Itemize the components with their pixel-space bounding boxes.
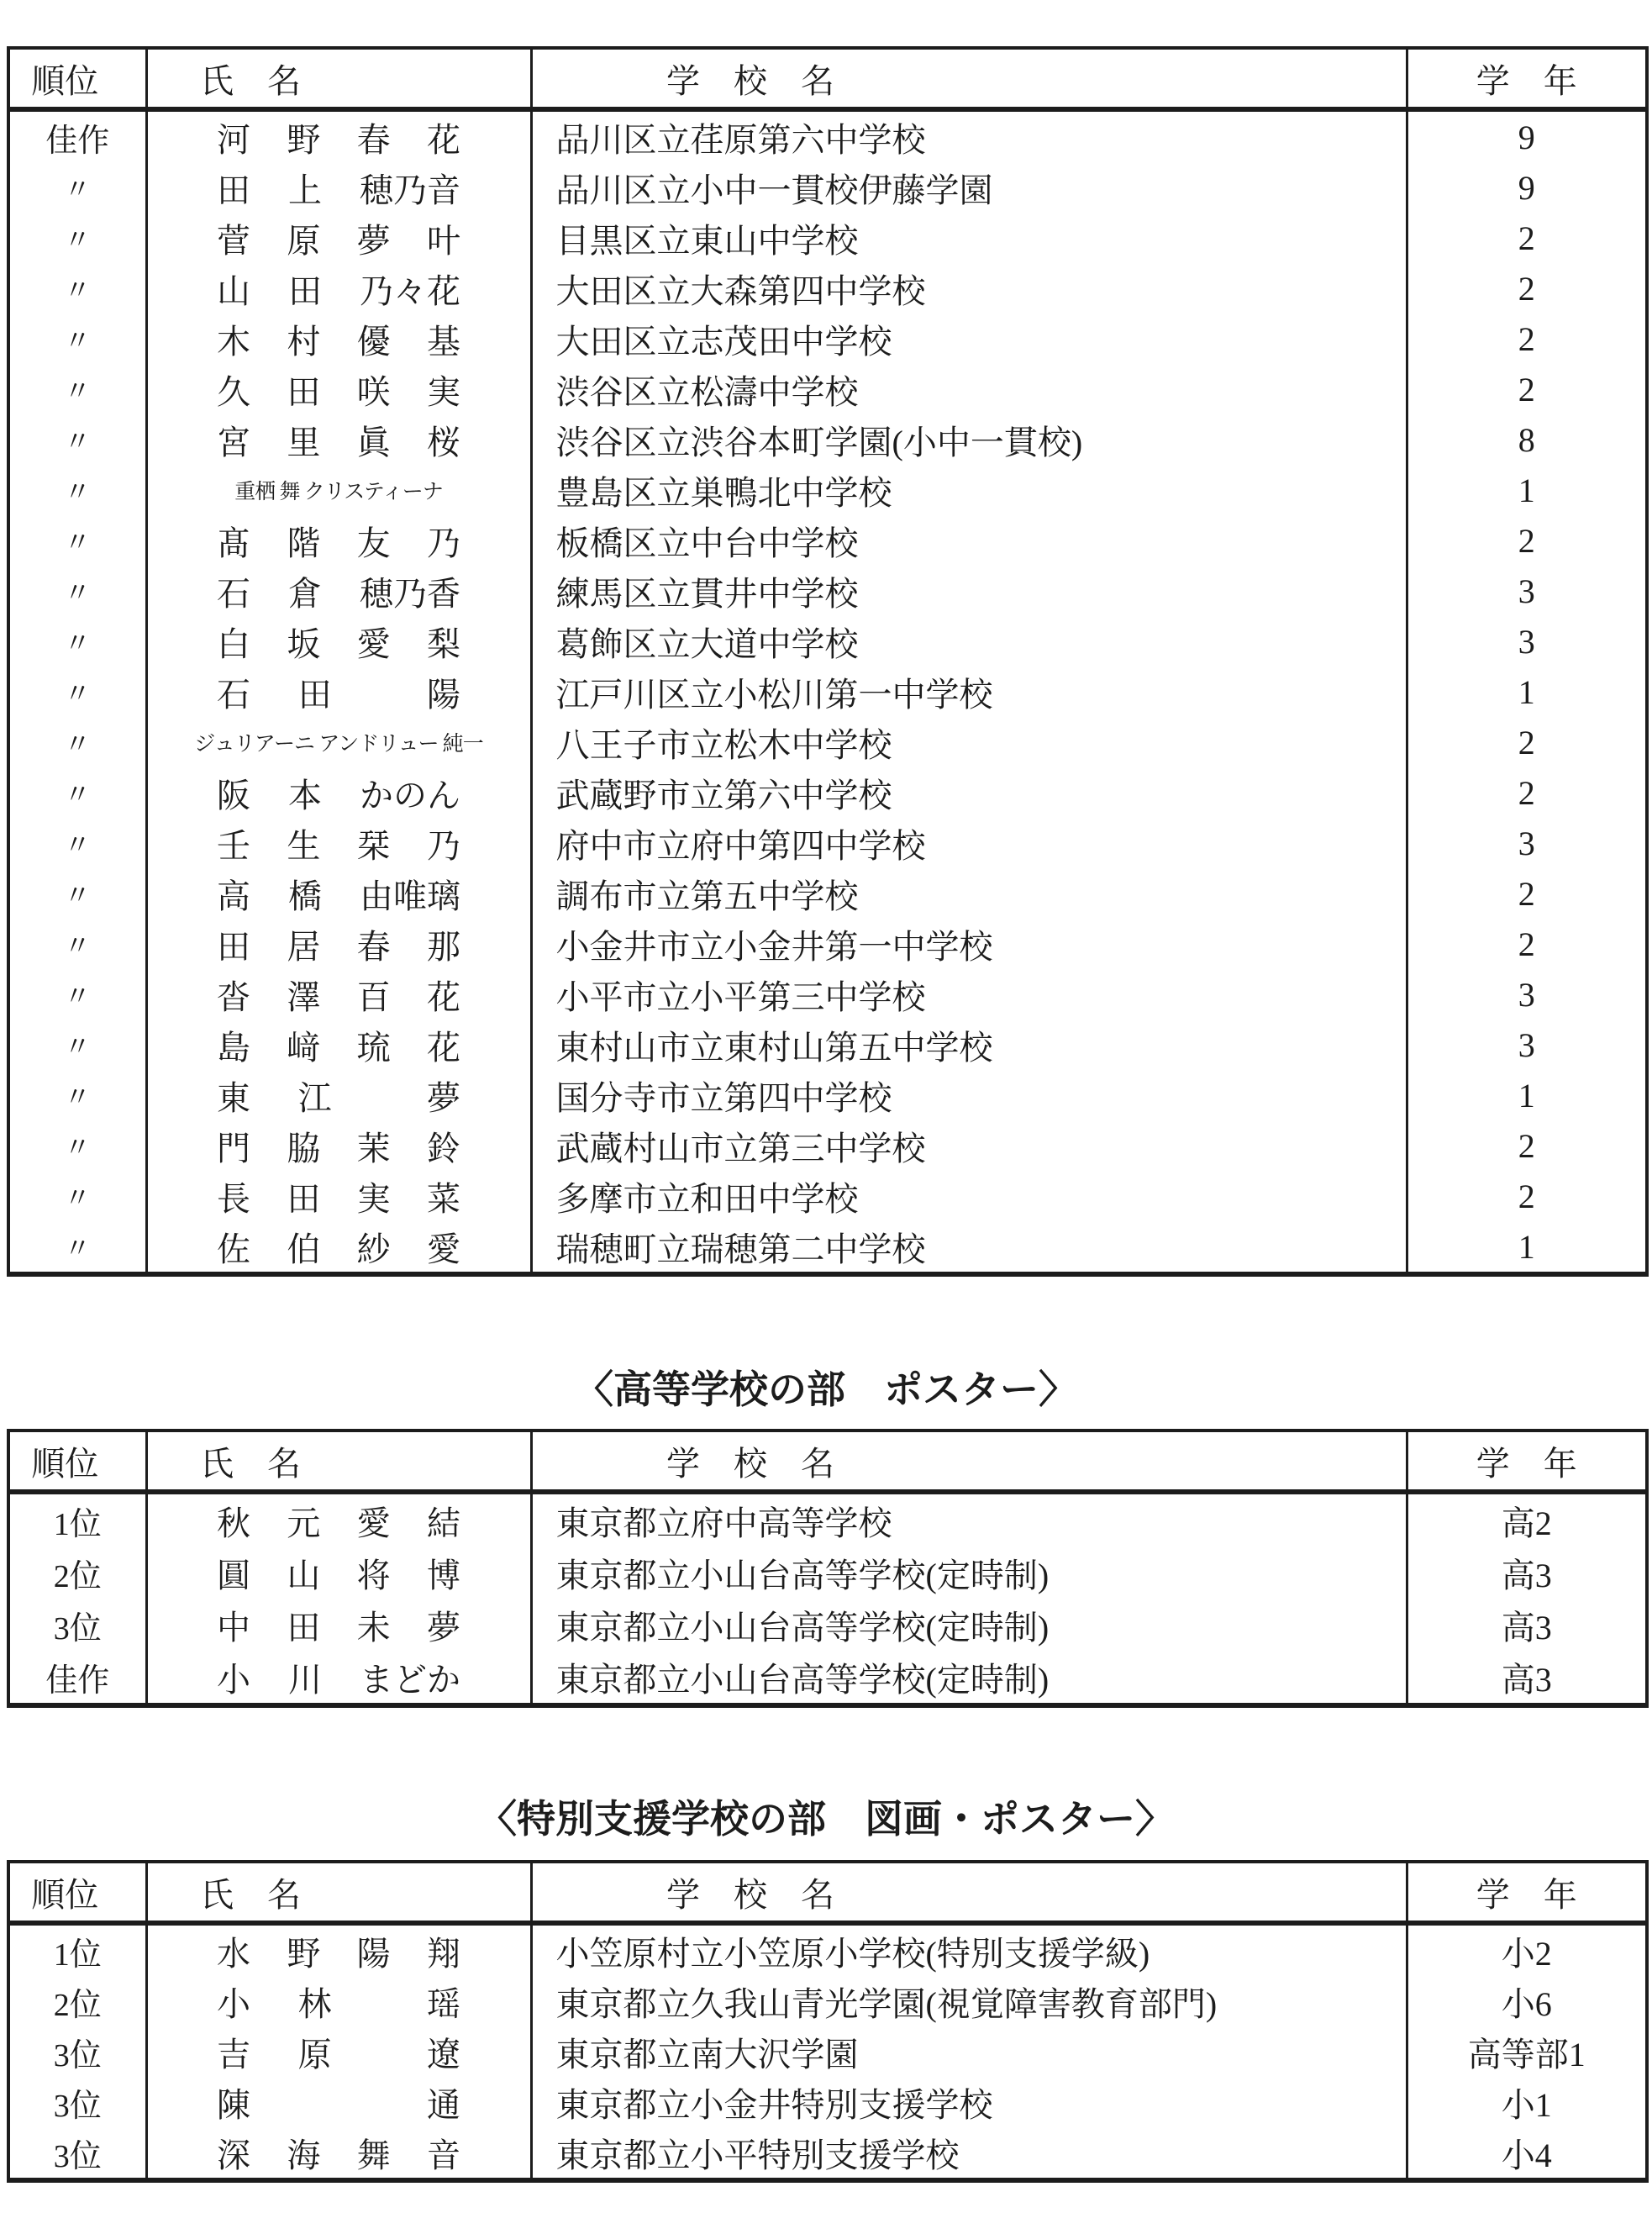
rank-value: 佳作 bbox=[8, 109, 146, 162]
student-name: 重栖 舞 クリスティーナ bbox=[234, 481, 443, 503]
table-row bbox=[8, 566, 1647, 616]
table-row bbox=[8, 515, 1647, 566]
grade-value: 小2 bbox=[1407, 1923, 1647, 1976]
school-name: 小笠原村立小笠原小学校(特別支援学級) bbox=[531, 1923, 1407, 1976]
student-name: 中 田 未 夢 bbox=[217, 1608, 460, 1647]
rank-value: 〃 bbox=[8, 364, 146, 414]
school-name: 東京都立小山台高等学校(定時制) bbox=[531, 1599, 1407, 1651]
grade-value: 2 bbox=[1407, 1171, 1647, 1221]
name-cell bbox=[146, 1120, 531, 1171]
rank-value: 〃 bbox=[8, 1171, 146, 1221]
rank-value: 3位 bbox=[8, 2127, 146, 2180]
school-name: 東村山市立東村山第五中学校 bbox=[531, 1020, 1407, 1070]
grade-value: 1 bbox=[1407, 465, 1647, 515]
grade-value: 2 bbox=[1407, 868, 1647, 919]
school-name: 東京都立小平特別支援学校 bbox=[531, 2127, 1407, 2180]
rank-value: 〃 bbox=[8, 1020, 146, 1070]
school-name: 東京都立府中高等学校 bbox=[531, 1492, 1407, 1546]
rank-value: 〃 bbox=[8, 667, 146, 717]
column-header-rank: 順位 bbox=[8, 1862, 146, 1923]
name-cell bbox=[146, 2127, 531, 2180]
name-cell bbox=[146, 414, 531, 465]
table-row bbox=[8, 213, 1647, 263]
grade-value: 小4 bbox=[1407, 2127, 1647, 2180]
rank-value: 佳作 bbox=[8, 1651, 146, 1705]
rank-value: 2位 bbox=[8, 1976, 146, 2026]
grade-value: 3 bbox=[1407, 969, 1647, 1020]
rank-value: 〃 bbox=[8, 868, 146, 919]
grade-value: 1 bbox=[1407, 1070, 1647, 1120]
name-cell bbox=[146, 109, 531, 162]
rank-value: 〃 bbox=[8, 969, 146, 1020]
rank-value: 〃 bbox=[8, 465, 146, 515]
table-row bbox=[8, 1120, 1647, 1171]
table-row bbox=[8, 109, 1647, 162]
table-row bbox=[8, 465, 1647, 515]
table-row bbox=[8, 364, 1647, 414]
table-header-row bbox=[8, 1431, 1647, 1492]
grade-value: 3 bbox=[1407, 1020, 1647, 1070]
school-name: 瑞穂町立瑞穂第二中学校 bbox=[531, 1221, 1407, 1274]
student-name: 宮 里 眞 桜 bbox=[217, 423, 460, 461]
results-table-high-school bbox=[7, 1429, 1649, 1708]
name-cell bbox=[146, 1221, 531, 1274]
grade-value: 高等部1 bbox=[1407, 2026, 1647, 2077]
name-cell bbox=[146, 2026, 531, 2077]
table-row bbox=[8, 263, 1647, 314]
school-name: 小平市立小平第三中学校 bbox=[531, 969, 1407, 1020]
table-row bbox=[8, 767, 1647, 818]
school-name: 東京都立南大沢学園 bbox=[531, 2026, 1407, 2077]
grade-value: 3 bbox=[1407, 818, 1647, 868]
table-row bbox=[8, 969, 1647, 1020]
rank-value: 〃 bbox=[8, 213, 146, 263]
rank-value: 〃 bbox=[8, 162, 146, 213]
grade-value: 小6 bbox=[1407, 1976, 1647, 2026]
grade-value: 2 bbox=[1407, 213, 1647, 263]
student-name: 田 上 穂乃音 bbox=[217, 171, 460, 209]
school-name: 江戸川区立小松川第一中学校 bbox=[531, 667, 1407, 717]
rank-value: 〃 bbox=[8, 263, 146, 314]
column-header-school: 学 校 名 bbox=[531, 1862, 1407, 1923]
table-row bbox=[8, 1546, 1647, 1599]
grade-value: 2 bbox=[1407, 717, 1647, 767]
school-name: 渋谷区立渋谷本町学園(小中一貫校) bbox=[531, 414, 1407, 465]
table-row bbox=[8, 1492, 1647, 1546]
rank-value: 〃 bbox=[8, 1070, 146, 1120]
name-cell bbox=[146, 1546, 531, 1599]
rank-value: 2位 bbox=[8, 1546, 146, 1599]
student-name: 髙 階 友 乃 bbox=[217, 524, 460, 562]
student-name: 圓 山 将 博 bbox=[217, 1556, 460, 1594]
section-title-high-school-poster: 〈高等学校の部 ポスター〉 bbox=[575, 1367, 1077, 1411]
school-name: 目黒区立東山中学校 bbox=[531, 213, 1407, 263]
student-name: 高 橋 由唯璃 bbox=[217, 877, 460, 915]
student-name: 水 野 陽 翔 bbox=[217, 1934, 460, 1973]
student-name: 阪 本 かのん bbox=[217, 776, 460, 814]
column-header-grade: 学 年 bbox=[1407, 1862, 1647, 1923]
grade-value: 高3 bbox=[1407, 1546, 1647, 1599]
student-name: 田 居 春 那 bbox=[217, 927, 460, 966]
student-name: 木 村 優 基 bbox=[217, 322, 460, 361]
grade-value: 9 bbox=[1407, 109, 1647, 162]
school-name: 渋谷区立松濤中学校 bbox=[531, 364, 1407, 414]
school-name: 東京都立小山台高等学校(定時制) bbox=[531, 1546, 1407, 1599]
name-cell bbox=[146, 1599, 531, 1651]
school-name: 豊島区立巣鴨北中学校 bbox=[531, 465, 1407, 515]
school-name: 多摩市立和田中学校 bbox=[531, 1171, 1407, 1221]
name-cell bbox=[146, 263, 531, 314]
section-title-special-support: 〈特別支援学校の部 図画・ポスター〉 bbox=[478, 1797, 1174, 1841]
school-name: 東京都立小金井特別支援学校 bbox=[531, 2077, 1407, 2127]
name-cell bbox=[146, 969, 531, 1020]
student-name: 壬 生 栞 乃 bbox=[217, 826, 460, 865]
name-cell bbox=[146, 314, 531, 364]
student-name: 東 江 夢 bbox=[217, 1078, 460, 1117]
school-name: 板橋区立中台中学校 bbox=[531, 515, 1407, 566]
grade-value: 3 bbox=[1407, 566, 1647, 616]
grade-value: 8 bbox=[1407, 414, 1647, 465]
rank-value: 〃 bbox=[8, 919, 146, 969]
school-name: 練馬区立貫井中学校 bbox=[531, 566, 1407, 616]
grade-value: 2 bbox=[1407, 1120, 1647, 1171]
table-row bbox=[8, 2026, 1647, 2077]
rank-value: 〃 bbox=[8, 314, 146, 364]
name-cell bbox=[146, 465, 531, 515]
school-name: 小金井市立小金井第一中学校 bbox=[531, 919, 1407, 969]
name-cell bbox=[146, 364, 531, 414]
column-header-name: 氏 名 bbox=[146, 48, 531, 109]
table-row bbox=[8, 2077, 1647, 2127]
table-row bbox=[8, 1651, 1647, 1705]
school-name: 府中市立府中第四中学校 bbox=[531, 818, 1407, 868]
grade-value: 2 bbox=[1407, 364, 1647, 414]
name-cell bbox=[146, 1070, 531, 1120]
rank-value: 〃 bbox=[8, 818, 146, 868]
grade-value: 2 bbox=[1407, 314, 1647, 364]
student-name: 島 﨑 琉 花 bbox=[217, 1028, 460, 1067]
grade-value: 1 bbox=[1407, 1221, 1647, 1274]
school-name: 調布市立第五中学校 bbox=[531, 868, 1407, 919]
rank-value: 〃 bbox=[8, 414, 146, 465]
results-table-junior-high bbox=[7, 46, 1649, 1277]
name-cell bbox=[146, 667, 531, 717]
table-row bbox=[8, 1599, 1647, 1651]
grade-value: 2 bbox=[1407, 919, 1647, 969]
school-name: 品川区立荏原第六中学校 bbox=[531, 109, 1407, 162]
name-cell bbox=[146, 162, 531, 213]
grade-value: 1 bbox=[1407, 667, 1647, 717]
school-name: 武蔵村山市立第三中学校 bbox=[531, 1120, 1407, 1171]
table-row bbox=[8, 414, 1647, 465]
student-name: 佐 伯 紗 愛 bbox=[217, 1230, 460, 1268]
name-cell bbox=[146, 213, 531, 263]
rank-value: 1位 bbox=[8, 1492, 146, 1546]
table-row bbox=[8, 1923, 1647, 1976]
rank-value: 〃 bbox=[8, 1221, 146, 1274]
name-cell bbox=[146, 1923, 531, 1976]
name-cell bbox=[146, 2077, 531, 2127]
name-cell bbox=[146, 818, 531, 868]
table-row bbox=[8, 667, 1647, 717]
school-name: 国分寺市立第四中学校 bbox=[531, 1070, 1407, 1120]
name-cell bbox=[146, 1651, 531, 1705]
column-header-grade: 学 年 bbox=[1407, 48, 1647, 109]
name-cell bbox=[146, 616, 531, 667]
rank-value: 〃 bbox=[8, 566, 146, 616]
rank-value: 〃 bbox=[8, 767, 146, 818]
school-name: 東京都立小山台高等学校(定時制) bbox=[531, 1651, 1407, 1705]
student-name: 石 倉 穂乃香 bbox=[217, 574, 460, 613]
grade-value: 3 bbox=[1407, 616, 1647, 667]
table-row bbox=[8, 2127, 1647, 2180]
grade-value: 2 bbox=[1407, 515, 1647, 566]
column-header-school: 学 校 名 bbox=[531, 1431, 1407, 1492]
grade-value: 小1 bbox=[1407, 2077, 1647, 2127]
column-header-rank: 順位 bbox=[8, 1431, 146, 1492]
student-name: 小 林 瑶 bbox=[217, 1984, 460, 2023]
table-row bbox=[8, 616, 1647, 667]
column-header-name: 氏 名 bbox=[146, 1862, 531, 1923]
grade-value: 高3 bbox=[1407, 1599, 1647, 1651]
table-row bbox=[8, 1020, 1647, 1070]
table-row bbox=[8, 162, 1647, 213]
name-cell bbox=[146, 1171, 531, 1221]
student-name: ジュリアーニ アンドリュー 純一 bbox=[194, 733, 483, 756]
results-table-special-support bbox=[7, 1860, 1649, 2183]
school-name: 八王子市立松木中学校 bbox=[531, 717, 1407, 767]
column-header-school: 学 校 名 bbox=[531, 48, 1407, 109]
table-header-row bbox=[8, 1862, 1647, 1923]
rank-value: 〃 bbox=[8, 1120, 146, 1171]
rank-value: 3位 bbox=[8, 2077, 146, 2127]
table-row bbox=[8, 1976, 1647, 2026]
student-name: 河 野 春 花 bbox=[217, 120, 460, 159]
student-name: 吉 原 遼 bbox=[217, 2035, 460, 2073]
name-cell bbox=[146, 1020, 531, 1070]
name-cell bbox=[146, 1976, 531, 2026]
column-header-rank: 順位 bbox=[8, 48, 146, 109]
table-row bbox=[8, 919, 1647, 969]
student-name: 陳 通 bbox=[217, 2085, 460, 2124]
grade-value: 高2 bbox=[1407, 1492, 1647, 1546]
table-row bbox=[8, 868, 1647, 919]
student-name: 沓 澤 百 花 bbox=[217, 977, 460, 1016]
name-cell bbox=[146, 566, 531, 616]
student-name: 秋 元 愛 結 bbox=[217, 1504, 460, 1542]
grade-value: 高3 bbox=[1407, 1651, 1647, 1705]
name-cell bbox=[146, 868, 531, 919]
school-name: 品川区立小中一貫校伊藤学園 bbox=[531, 162, 1407, 213]
table-row bbox=[8, 1221, 1647, 1274]
table-row bbox=[8, 717, 1647, 767]
table-row bbox=[8, 1171, 1647, 1221]
name-cell bbox=[146, 919, 531, 969]
name-cell bbox=[146, 515, 531, 566]
table-row bbox=[8, 314, 1647, 364]
table-row bbox=[8, 1070, 1647, 1120]
name-cell bbox=[146, 767, 531, 818]
name-cell bbox=[146, 1492, 531, 1546]
column-header-name: 氏 名 bbox=[146, 1431, 531, 1492]
student-name: 深 海 舞 音 bbox=[217, 2136, 460, 2174]
school-name: 大田区立大森第四中学校 bbox=[531, 263, 1407, 314]
school-name: 葛飾区立大道中学校 bbox=[531, 616, 1407, 667]
student-name: 石 田 陽 bbox=[217, 675, 460, 714]
name-cell bbox=[146, 717, 531, 767]
table-header-row bbox=[8, 48, 1647, 109]
student-name: 長 田 実 菜 bbox=[217, 1179, 460, 1218]
student-name: 白 坂 愛 梨 bbox=[217, 624, 460, 663]
rank-value: 3位 bbox=[8, 1599, 146, 1651]
rank-value: 〃 bbox=[8, 515, 146, 566]
school-name: 武蔵野市立第六中学校 bbox=[531, 767, 1407, 818]
rank-value: 1位 bbox=[8, 1923, 146, 1976]
student-name: 久 田 咲 実 bbox=[217, 372, 460, 411]
student-name: 菅 原 夢 叶 bbox=[217, 221, 460, 260]
student-name: 小 川 まどか bbox=[217, 1660, 460, 1699]
student-name: 門 脇 茉 鈴 bbox=[217, 1129, 460, 1167]
rank-value: 〃 bbox=[8, 717, 146, 767]
rank-value: 〃 bbox=[8, 616, 146, 667]
grade-value: 2 bbox=[1407, 767, 1647, 818]
rank-value: 3位 bbox=[8, 2026, 146, 2077]
column-header-grade: 学 年 bbox=[1407, 1431, 1647, 1492]
student-name: 山 田 乃々花 bbox=[217, 271, 460, 310]
grade-value: 2 bbox=[1407, 263, 1647, 314]
table-row bbox=[8, 818, 1647, 868]
school-name: 大田区立志茂田中学校 bbox=[531, 314, 1407, 364]
grade-value: 9 bbox=[1407, 162, 1647, 213]
school-name: 東京都立久我山青光学園(視覚障害教育部門) bbox=[531, 1976, 1407, 2026]
